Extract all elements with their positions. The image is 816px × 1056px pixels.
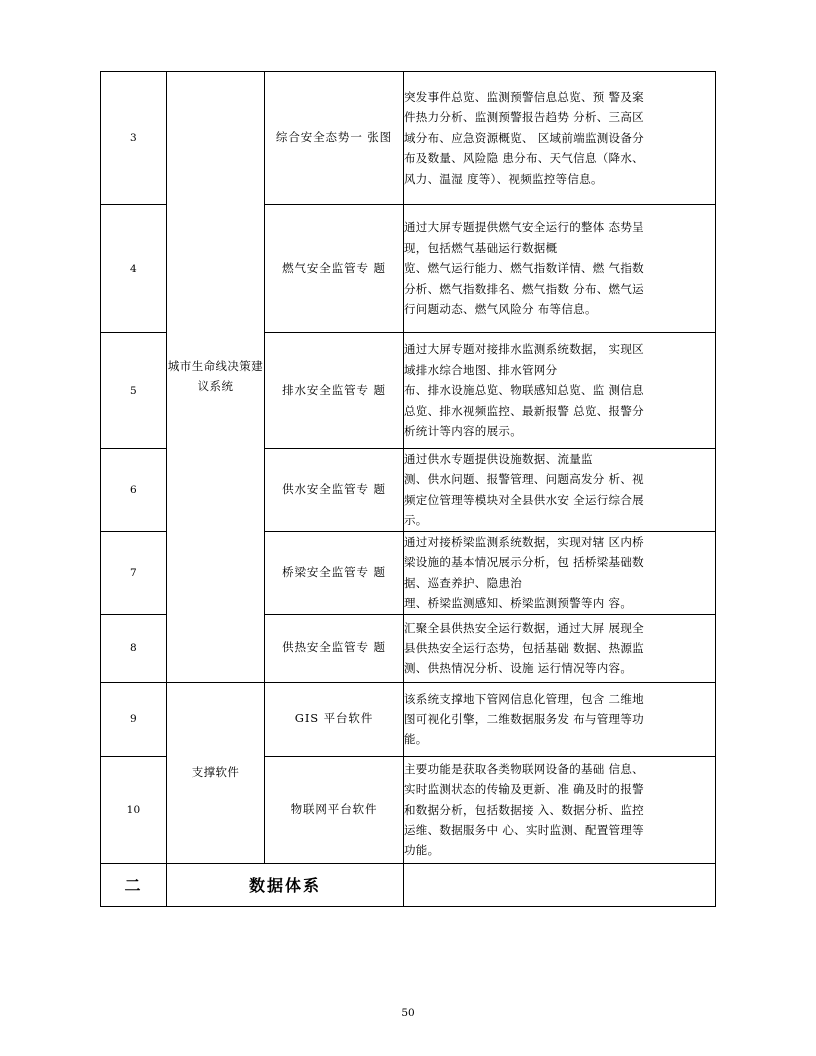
row-number-cell: 9 xyxy=(101,682,167,756)
module-name-cell: 桥梁安全监管专 题 xyxy=(265,531,404,614)
description-line: 图可视化引擎，二维数据服务发 布与管理等功 xyxy=(404,712,644,727)
module-name-cell: 排水安全监管专 题 xyxy=(265,333,404,449)
description-line: 能。 xyxy=(404,732,428,747)
description-line: 该系统支撑地下管网信息化管理，包含 二维地 xyxy=(404,691,644,706)
description-line: 测、供热情况分析、设施 运行情况等内容。 xyxy=(404,661,633,676)
description-line: 布、排水设施总览、物联感知总览、监 测信息 xyxy=(404,383,644,398)
description-line: 通过供水专题提供设施数据、流量监 xyxy=(404,452,593,466)
description-line: 通过大屏专题提供燃气安全运行的整体 态势呈 xyxy=(404,220,644,235)
row-number-cell: 5 xyxy=(101,333,167,449)
description-line: 域排水综合地图、排水管网分 xyxy=(404,362,558,377)
section-description-cell xyxy=(404,863,716,906)
row-number-cell: 8 xyxy=(101,614,167,682)
description-line: 县供热安全运行态势，包括基础 数据、热源监 xyxy=(404,641,644,656)
module-name-cell: GIS 平台软件 xyxy=(265,682,404,756)
description-line: 域分布、应急资源概览、 区域前端监测设备分 xyxy=(404,130,644,145)
row-number-cell: 7 xyxy=(101,531,167,614)
system-name-cell-support-software: 支撑软件 xyxy=(167,682,265,863)
row-number-cell: 3 xyxy=(101,72,167,205)
description-line: 运维、数据服务中 心、实时监测、配置管理等 xyxy=(404,822,644,837)
description-line: 示。 xyxy=(404,513,428,528)
description-cell xyxy=(404,531,716,614)
description-line: 梁设施的基本情况展示分析，包 括桥梁基础数 xyxy=(404,555,644,570)
description-line: 实时监测状态的传输及更新、准 确及时的报警 xyxy=(404,782,644,797)
description-cell xyxy=(404,205,716,333)
description-line: 频定位管理等模块对全县供水安 全运行综合展 xyxy=(404,492,644,507)
module-name-cell: 综合安全态势一 张图 xyxy=(265,72,404,205)
description-line: 功能。 xyxy=(404,843,440,858)
description-line: 测、供水问题、报警管理、问题高发分 析、视 xyxy=(404,472,644,487)
system-name-cell-lifeline: 城市生命线决策建议系统 xyxy=(167,72,265,683)
section-number-cell: 二 xyxy=(101,863,167,906)
description-line: 件热力分析、监测预警报告趋势 分析、三高区 xyxy=(404,110,644,125)
description-cell xyxy=(404,756,716,863)
description-line: 通过大屏专题对接排水监测系统数据， 实现区 xyxy=(404,342,644,357)
section-title-cell: 数据体系 xyxy=(167,863,404,906)
description-line: 风力、温湿 度等）、视频监控等信息。 xyxy=(404,171,603,186)
table-row xyxy=(101,682,716,756)
description-line: 通过对接桥梁监测系统数据，实现对辖 区内桥 xyxy=(404,534,644,549)
specification-table xyxy=(100,71,716,907)
description-line: 布及数量、风险隐 患分布、天气信息（降水、 xyxy=(404,151,644,166)
module-name-cell: 燃气安全监管专 题 xyxy=(265,205,404,333)
description-line: 析统计等内容的展示。 xyxy=(404,424,522,439)
description-line: 主要功能是获取各类物联网设备的基础 信息、 xyxy=(404,761,644,776)
description-line: 据、巡查养护、隐患治 xyxy=(404,575,522,590)
description-cell xyxy=(404,333,716,449)
description-line: 和数据分析，包括数据接 入、数据分析、监控 xyxy=(404,802,644,817)
description-cell xyxy=(404,614,716,682)
module-name-cell: 供热安全监管专 题 xyxy=(265,614,404,682)
table-row xyxy=(101,72,716,205)
description-line: 汇聚全县供热安全运行数据，通过大屏 展现全 xyxy=(404,620,644,635)
page-number: 50 xyxy=(401,1007,415,1019)
description-line: 总览、排水视频监控、最新报警 总览、报警分 xyxy=(404,403,644,418)
description-line: 行问题动态、燃气风险分 布等信息。 xyxy=(404,302,597,317)
description-line: 览、燃气运行能力、燃气指数详情、燃 气指数 xyxy=(404,261,644,276)
description-cell xyxy=(404,449,716,532)
row-number-cell: 10 xyxy=(101,756,167,863)
row-number-cell: 4 xyxy=(101,205,167,333)
description-line: 突发事件总览、监测预警信息总览、预 警及案 xyxy=(404,89,644,104)
description-cell xyxy=(404,72,716,205)
row-number-cell: 6 xyxy=(101,449,167,532)
description-line: 理、桥梁监测感知、桥梁监测预警等内 容。 xyxy=(404,596,633,611)
description-line: 分析、燃气指数排名、燃气指数 分布、燃气运 xyxy=(404,281,644,296)
description-cell xyxy=(404,682,716,756)
module-name-cell: 物联网平台软件 xyxy=(265,756,404,863)
table-section-row xyxy=(101,863,716,906)
description-line: 现，包括燃气基础运行数据概 xyxy=(404,240,558,255)
module-name-cell: 供水安全监管专 题 xyxy=(265,449,404,532)
